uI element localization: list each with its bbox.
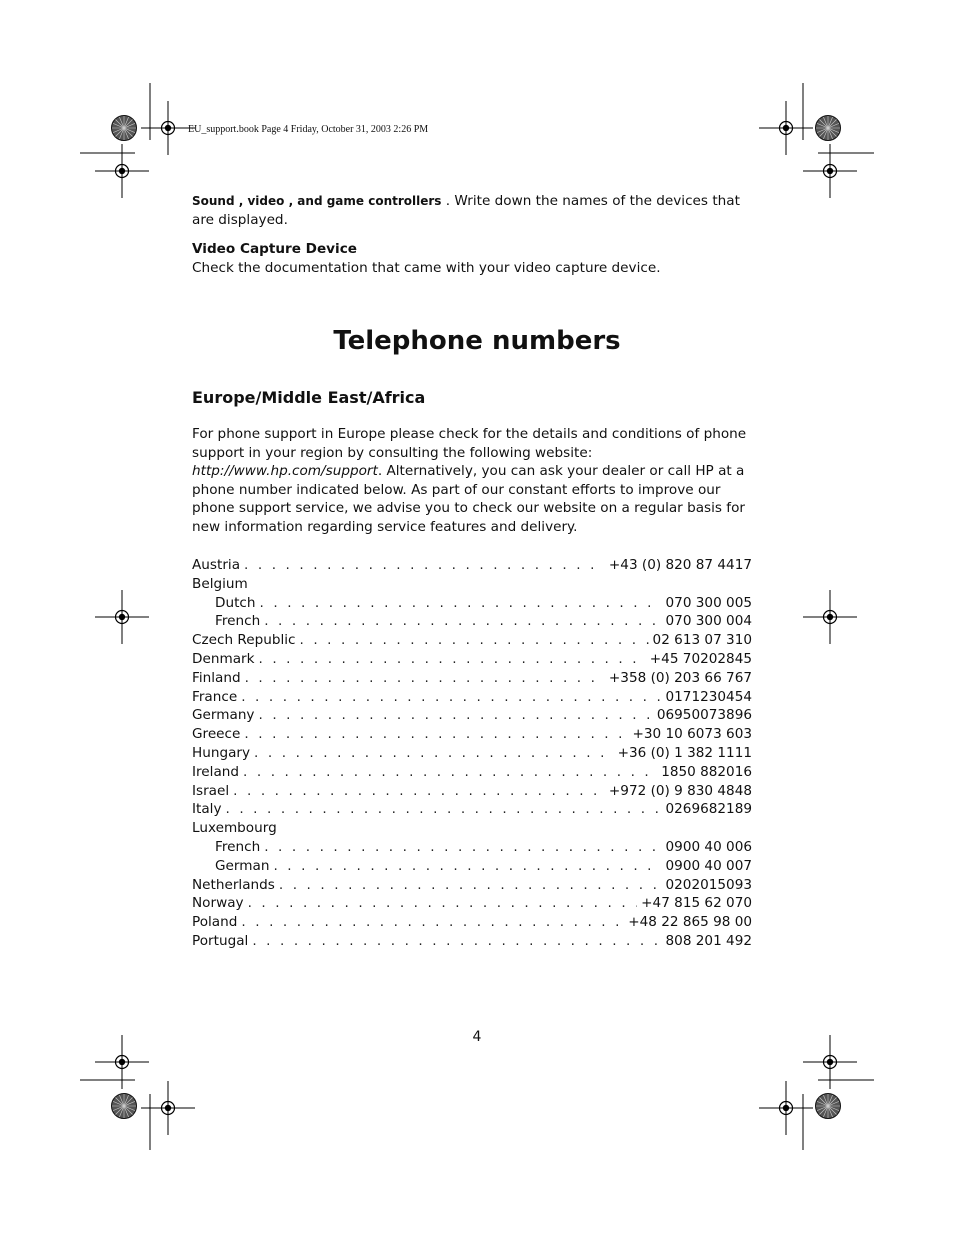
dot-leader — [254, 745, 614, 761]
video-capture-heading: Video Capture Device — [192, 241, 357, 257]
starburst-mark-top-right — [816, 116, 841, 141]
phone-row — [192, 707, 752, 726]
starburst-mark-bottom-left — [112, 1094, 137, 1119]
print-header: EU_support.book Page 4 Friday, October 31, 2003 2:26 PM — [188, 124, 429, 135]
phone-country: France — [192, 688, 238, 705]
phone-country: Greece — [192, 726, 241, 743]
starburst-mark-bottom-right — [816, 1094, 841, 1119]
phone-row — [192, 632, 752, 651]
phone-number: 0171230454 — [665, 688, 752, 705]
phone-country: Portugal — [192, 932, 249, 949]
phone-row — [192, 895, 752, 914]
phone-number-list — [192, 557, 752, 952]
dot-leader — [226, 801, 662, 817]
dot-leader — [258, 707, 652, 723]
phone-row — [192, 839, 752, 858]
phone-number: +43 (0) 820 87 4417 — [608, 557, 752, 573]
phone-country: Norway — [192, 895, 244, 912]
phone-row — [192, 557, 752, 576]
phone-country: Austria — [192, 557, 241, 573]
section-subtitle: Europe/Middle East/Africa — [192, 388, 426, 407]
phone-country: Italy — [192, 801, 222, 818]
phone-number: 070 300 004 — [665, 613, 752, 630]
crosshair-mark-mid-right — [803, 590, 857, 644]
dot-leader — [243, 764, 657, 780]
phone-row — [192, 670, 752, 689]
support-link[interactable]: http://www.hp.com/support — [192, 463, 378, 480]
support-text-2: . Alternatively, you can ask your dealer or call HP at a phone number indicated below. As part of our constant efforts to improve our phone support service, we advise you to check our website on a regular basis for new information regarding service features and delivery. — [192, 463, 746, 535]
phone-number: +47 815 62 070 — [641, 895, 752, 912]
phone-country: Israel — [192, 782, 230, 799]
phone-number: 808 201 492 — [665, 932, 752, 949]
phone-number: 0269682189 — [665, 801, 752, 818]
phone-group-heading: Luxembourg — [192, 820, 277, 837]
video-capture-text: Check the documentation that came with your video capture device. — [192, 259, 661, 276]
phone-number: 1850 882016 — [661, 763, 752, 780]
dot-leader — [244, 726, 628, 742]
phone-number: +36 (0) 1 382 1111 — [617, 744, 752, 761]
crosshair-mark-bottom-right-2 — [759, 1081, 813, 1135]
phone-country: French — [215, 613, 261, 630]
phone-country: Ireland — [192, 763, 240, 780]
dot-leader — [244, 557, 605, 573]
phone-country: Hungary — [192, 744, 251, 761]
phone-row — [192, 933, 752, 952]
crosshair-mark-top-left-2 — [95, 144, 149, 198]
phone-number: 0202015093 — [665, 876, 752, 893]
phone-country: Finland — [192, 669, 241, 686]
crosshair-mark-top-right-2 — [803, 144, 857, 198]
phone-number: +358 (0) 203 66 767 — [608, 669, 752, 686]
phone-row — [192, 613, 752, 632]
video-capture-section — [192, 240, 757, 277]
phone-row — [192, 595, 752, 614]
dot-leader — [248, 895, 638, 911]
phone-row — [192, 764, 752, 783]
dot-leader — [279, 877, 662, 893]
phone-number: 070 300 005 — [665, 594, 752, 611]
phone-group-heading: Belgium — [192, 575, 248, 592]
crosshair-mark-top-left — [141, 101, 195, 155]
dot-leader — [264, 613, 661, 629]
intro-paragraph — [192, 192, 757, 229]
phone-row — [192, 689, 752, 708]
crosshair-mark-bottom-left-2 — [141, 1081, 195, 1135]
phone-number: 0900 40 007 — [665, 857, 752, 874]
dot-leader — [264, 839, 661, 855]
phone-country: Germany — [192, 707, 255, 724]
phone-number: 0900 40 006 — [665, 838, 752, 855]
phone-country: Poland — [192, 914, 238, 931]
phone-country: Netherlands — [192, 876, 275, 893]
dot-leader — [260, 595, 662, 611]
phone-number: +30 10 6073 603 — [632, 726, 752, 743]
dot-leader — [241, 689, 661, 705]
crosshair-mark-top-right — [759, 101, 813, 155]
crosshair-mark-mid-left — [95, 590, 149, 644]
phone-row — [192, 858, 752, 877]
support-text-1: For phone support in Europe please check for the details and conditions of phone support in your region by consulting the following website: — [192, 426, 747, 461]
dot-leader — [252, 933, 661, 949]
phone-number: 02 613 07 310 — [652, 632, 752, 649]
phone-number: +48 22 865 98 00 — [628, 914, 752, 931]
dot-leader — [241, 914, 624, 930]
phone-row — [192, 745, 752, 764]
phone-country: Dutch — [215, 594, 256, 611]
phone-row — [192, 914, 752, 933]
dot-leader — [273, 858, 661, 874]
phone-number: +972 (0) 9 830 4848 — [608, 782, 752, 799]
dot-leader — [258, 651, 645, 667]
phone-row — [192, 801, 752, 820]
phone-number: +45 70202845 — [649, 650, 752, 667]
phone-country: French — [215, 838, 261, 855]
page-title: Telephone numbers — [333, 326, 621, 356]
dot-leader — [300, 632, 649, 648]
phone-country: Denmark — [192, 650, 255, 667]
dot-leader — [245, 670, 605, 686]
phone-row — [192, 726, 752, 745]
phone-country: Czech Republic — [192, 632, 296, 649]
starburst-mark-top-left — [112, 116, 137, 141]
menu-path: Sound , video , and game controllers — [192, 194, 442, 208]
phone-row — [192, 783, 752, 802]
phone-country: German — [215, 857, 270, 874]
intro-text: . Write down the names of the devices that are displayed. — [192, 193, 740, 228]
phone-number: 06950073896 — [656, 707, 752, 724]
phone-row — [192, 877, 752, 896]
page-number: 4 — [472, 1029, 482, 1045]
phone-row — [192, 651, 752, 670]
support-paragraph — [192, 425, 758, 537]
dot-leader — [233, 783, 605, 799]
